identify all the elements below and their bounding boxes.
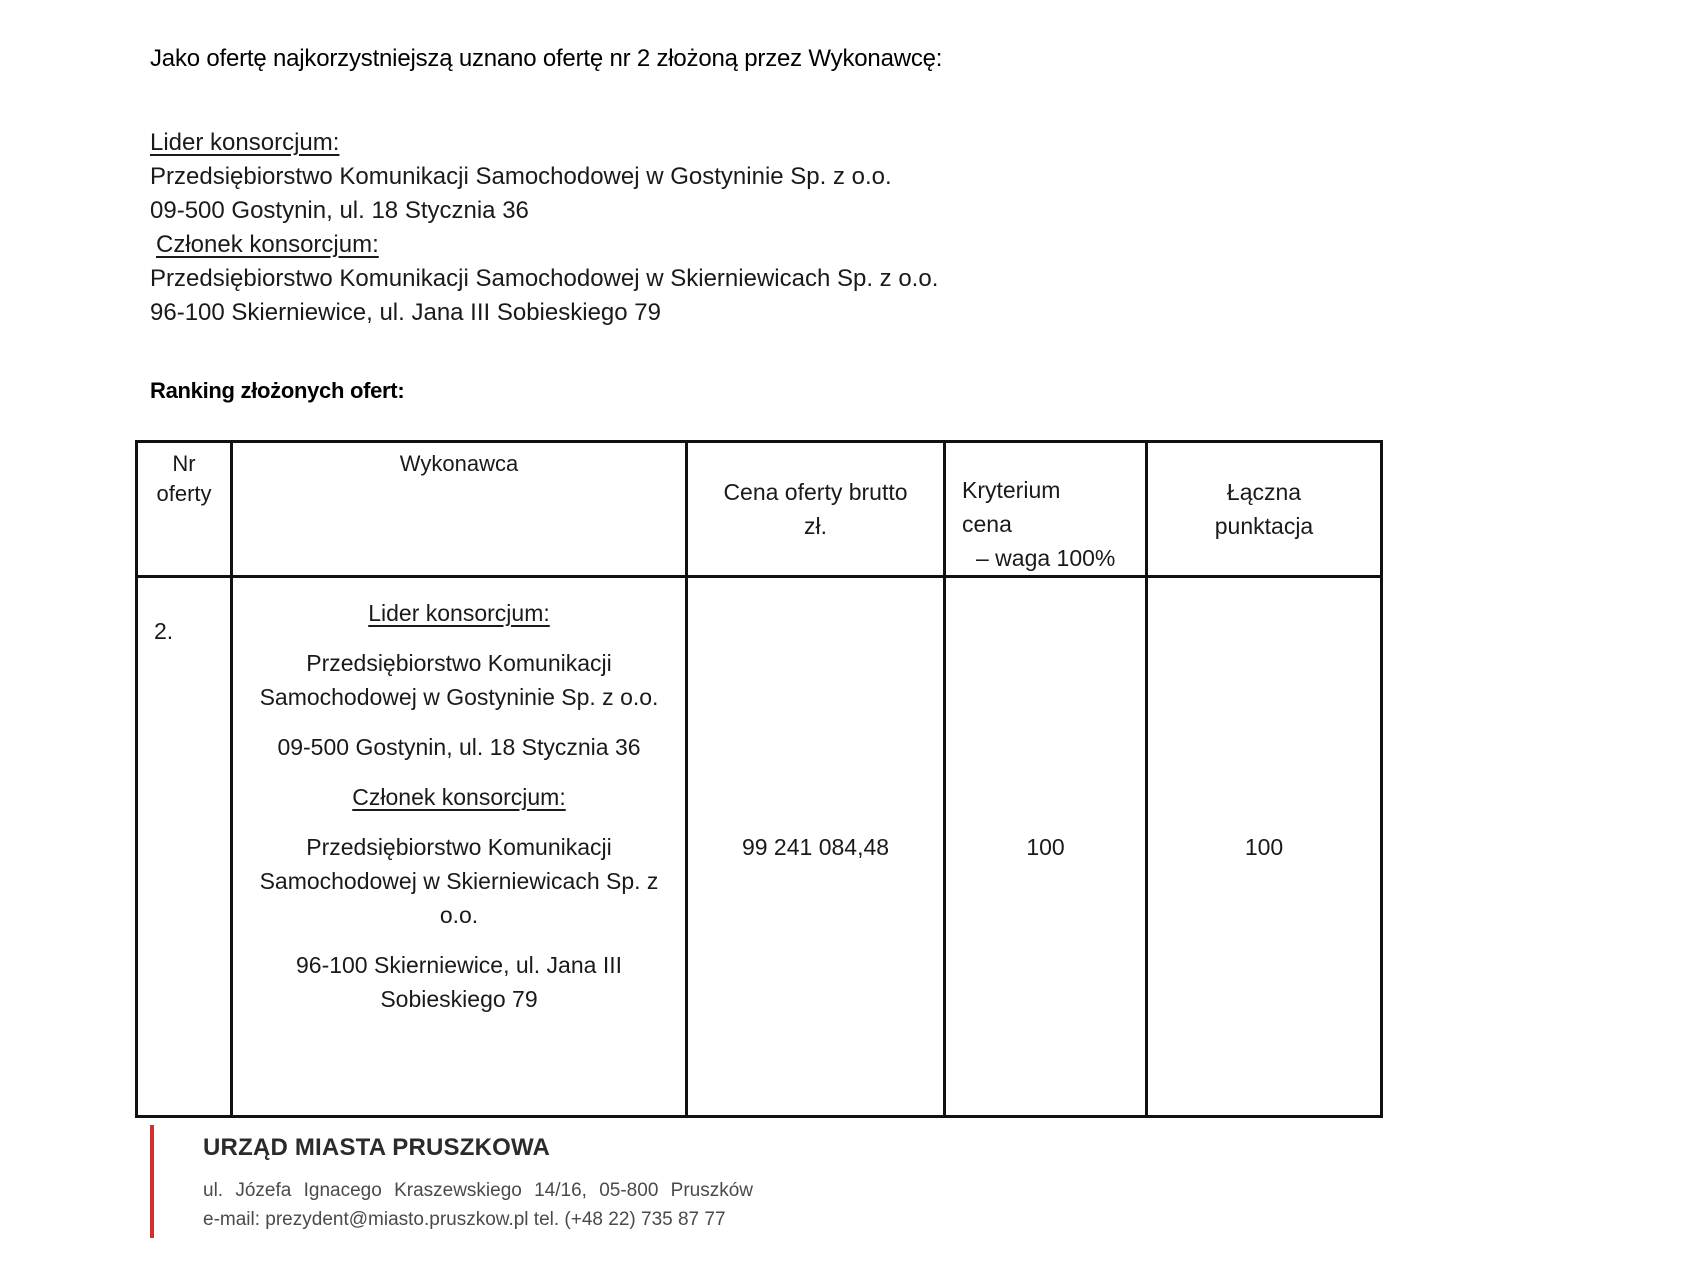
cell-kryterium: 100 [945, 577, 1147, 1117]
leader-name: Przedsiębiorstwo Komunikacji Samochodowej w Gostyninie Sp. z o.o. [150, 163, 892, 190]
footer [203, 1134, 753, 1234]
header-nr-oferty: Nr oferty [137, 442, 232, 577]
cell-nr: 2. [137, 577, 232, 1117]
header-kryterium: Kryterium cena – waga 100% [945, 442, 1147, 577]
member-name: Przedsiębiorstwo Komunikacji Samochodowej w Skierniewicach Sp. z o.o. [150, 265, 939, 292]
footer-address: ul. Józefa Ignacego Kraszewskiego 14/16, 05-800 Pruszków [203, 1180, 754, 1201]
leader-label: Lider konsorcjum: [150, 129, 340, 156]
footer-accent-bar [150, 1125, 154, 1238]
table-row [137, 577, 1382, 1117]
header-laczna-punktacja: Łączna punktacja [1147, 442, 1382, 577]
row-member-label: Członek konsorcjum: [352, 784, 566, 810]
ranking-table [135, 440, 1383, 1118]
row-leader-label: Lider konsorcjum: [368, 600, 550, 626]
cell-wykonawca [232, 577, 687, 1117]
member-label: Członek konsorcjum: [156, 231, 379, 258]
row-leader-address: 09-500 Gostynin, ul. 18 Stycznia 36 [277, 734, 641, 760]
header-cena: Cena oferty brutto zł. [687, 442, 945, 577]
cell-cena: 99 241 084,48 [687, 577, 945, 1117]
footer-contact: e-mail: prezydent@miasto.pruszkow.pl tel. (+48 22) 735 87 77 [203, 1209, 726, 1230]
row-member-name: Przedsiębiorstwo Komunikacji Samochodowej w Skierniewicach Sp. z o.o. [259, 834, 659, 928]
row-leader-name: Przedsiębiorstwo Komunikacji Samochodowej w Gostyninie Sp. z o.o. [259, 650, 659, 710]
winner-address-block [150, 126, 938, 330]
table-header-row [137, 442, 1382, 577]
cell-laczna: 100 [1147, 577, 1382, 1117]
header-wykonawca: Wykonawca [232, 442, 687, 577]
row-member-address: 96-100 Skierniewice, ul. Jana III Sobieskiego 79 [295, 952, 622, 1012]
ranking-heading: Ranking złożonych ofert: [150, 378, 405, 403]
page-title: Jako ofertę najkorzystniejszą uznano ofertę nr 2 złożoną przez Wykonawcę: [150, 45, 943, 72]
footer-title: URZĄD MIASTA PRUSZKOWA [203, 1134, 551, 1161]
leader-address: 09-500 Gostynin, ul. 18 Stycznia 36 [150, 197, 529, 224]
member-address: 96-100 Skierniewice, ul. Jana III Sobieskiego 79 [150, 299, 661, 326]
